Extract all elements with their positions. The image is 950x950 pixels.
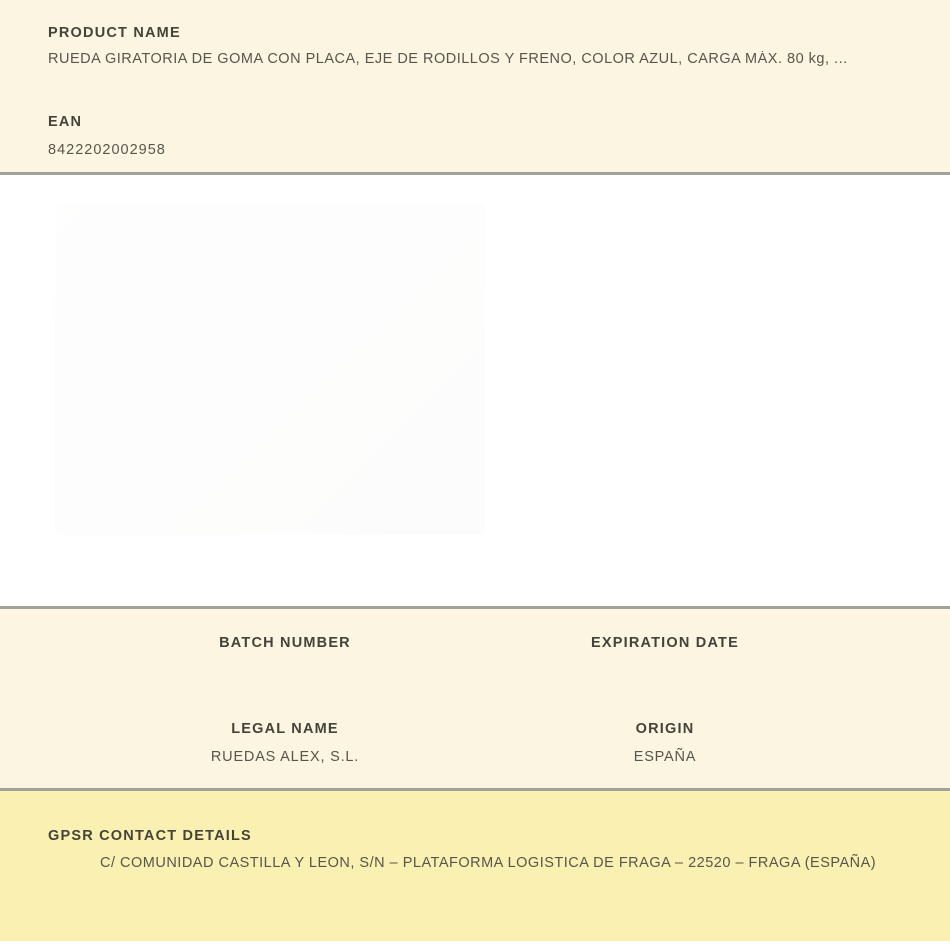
details-row-bottom xyxy=(95,721,855,765)
gpsr-contact-details-label: GPSR CONTACT DETAILS xyxy=(48,828,252,844)
gpsr-contact-address: C/ COMUNIDAD CASTILLA Y LEON, S/N – PLATAFORMA LOGISTICA DE FRAGA – 22520 – FRAGA (ESPAÑA) xyxy=(100,855,877,871)
expiration-date-label: EXPIRATION DATE xyxy=(591,635,739,651)
batch-number-cell xyxy=(95,635,475,651)
faded-product-image xyxy=(55,205,485,535)
product-header-section xyxy=(0,0,950,175)
origin-value: ESPAÑA xyxy=(633,749,697,765)
product-name-field xyxy=(48,25,910,67)
product-name-value: RUEDA GIRATORIA DE GOMA CON PLACA, EJE DE RODILLOS Y FRENO, COLOR AZUL, CARGA MÁX. 80 kg, ... xyxy=(48,51,848,67)
details-row-top xyxy=(95,635,855,651)
product-image-section xyxy=(0,175,950,609)
expiration-date-cell xyxy=(475,635,855,651)
legal-name-cell xyxy=(95,721,475,765)
ean-field xyxy=(48,114,910,158)
ean-label: EAN xyxy=(48,114,83,130)
legal-name-value: RUEDAS ALEX, S.L. xyxy=(210,749,360,765)
gpsr-section xyxy=(0,791,950,941)
batch-number-label: BATCH NUMBER xyxy=(219,635,351,651)
origin-cell xyxy=(475,721,855,765)
details-section xyxy=(0,609,950,791)
product-name-label: PRODUCT NAME xyxy=(48,25,181,41)
origin-label: ORIGIN xyxy=(635,721,695,737)
ean-value: 8422202002958 xyxy=(48,142,166,158)
legal-name-label: LEGAL NAME xyxy=(231,721,339,737)
